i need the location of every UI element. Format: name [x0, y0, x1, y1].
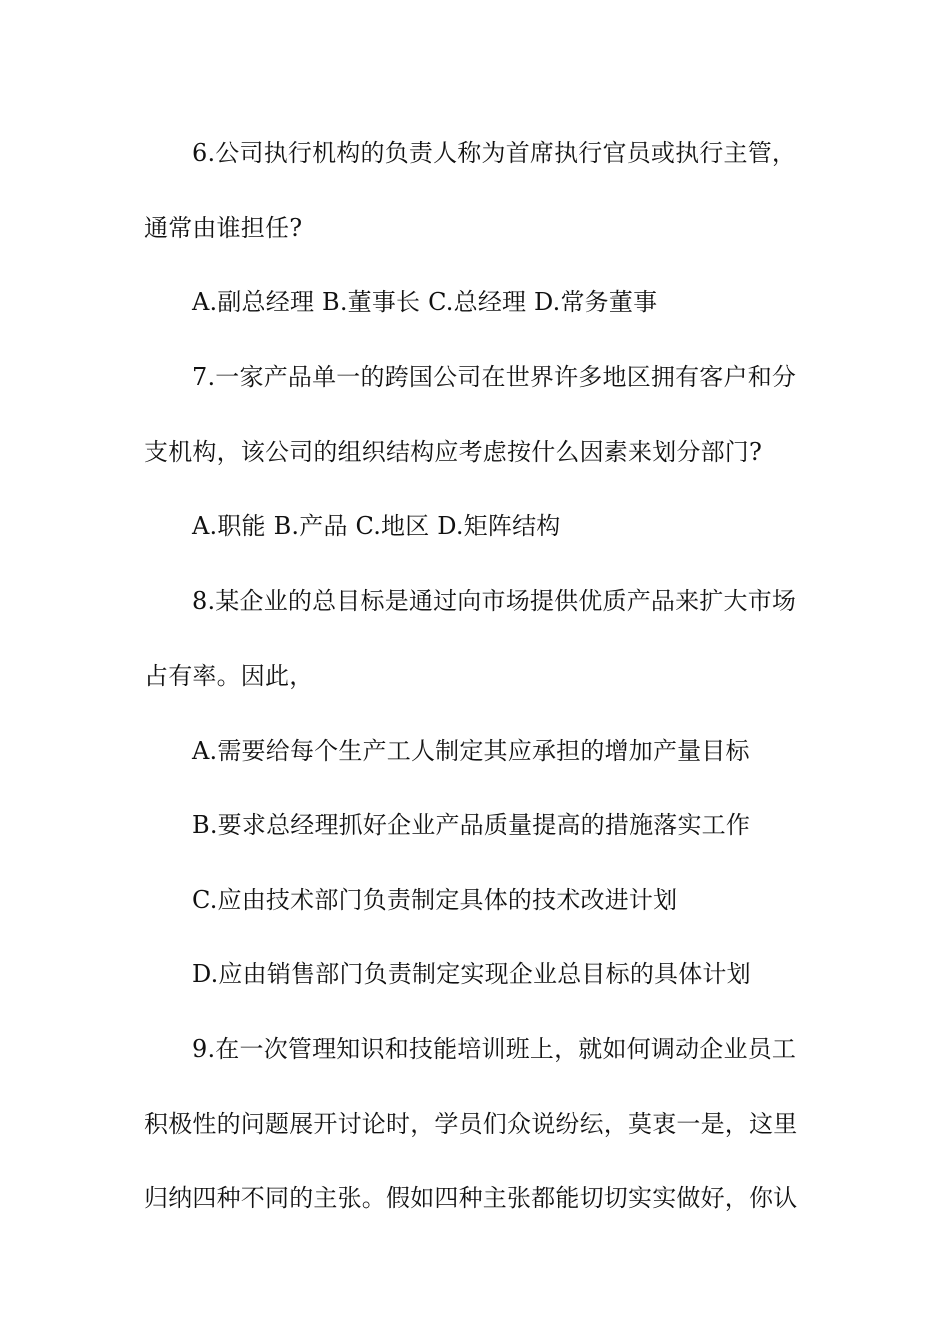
question-9-text-line-1: 9.在一次管理知识和技能培训班上，就如何调动企业员工: [192, 1035, 797, 1063]
question-8-text-line-1: 8.某企业的总目标是通过向市场提供优质产品来扩大市场: [192, 587, 797, 615]
question-7-text-line-1: 7.一家产品单一的跨国公司在世界许多地区拥有客户和分: [192, 363, 797, 391]
question-8-text-line-2: 占有率。因此，: [144, 662, 314, 690]
question-7-text-line-2: 支机构，该公司的组织结构应考虑按什么因素来划分部门?: [144, 438, 763, 466]
question-9-text-line-2: 积极性的问题展开讨论时，学员们众说纷纭，莫衷一是，这里: [144, 1110, 798, 1138]
question-8-option-d: D.应由销售部门负责制定实现企业总目标的具体计划: [192, 960, 751, 988]
question-6-text-line-2: 通常由谁担任?: [144, 214, 303, 242]
question-6-text-line-1: 6.公司执行机构的负责人称为首席执行官员或执行主管，: [192, 139, 797, 167]
question-9-text-line-3: 归纳四种不同的主张。假如四种主张都能切切实实做好，你认: [144, 1184, 798, 1212]
question-6-options: A.副总经理 B.董事长 C.总经理 D.常务董事: [192, 288, 658, 316]
question-7-options: A.职能 B.产品 C.地区 D.矩阵结构: [192, 512, 561, 540]
question-8-option-b: B.要求总经理抓好企业产品质量提高的措施落实工作: [192, 811, 751, 839]
question-8-option-c: C.应由技术部门负责制定具体的技术改进计划: [192, 886, 678, 914]
question-8-option-a: A.需要给每个生产工人制定其应承担的增加产量目标: [192, 737, 750, 765]
